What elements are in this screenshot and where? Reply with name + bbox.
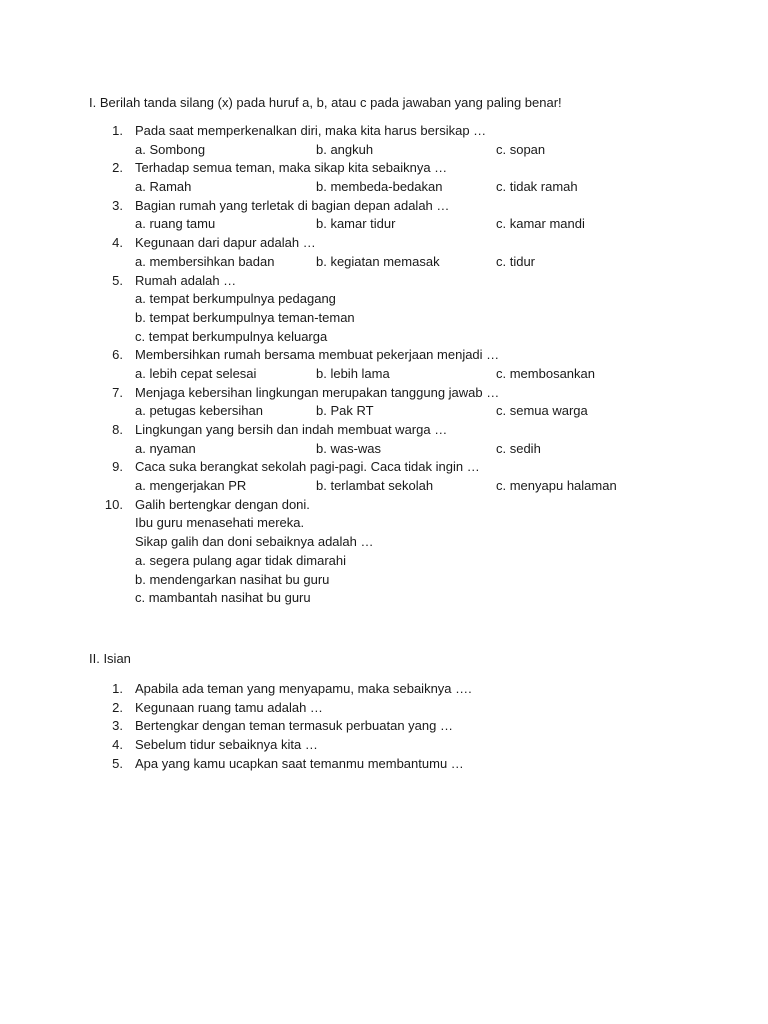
question-line — [0, 122, 768, 141]
question-line — [0, 346, 768, 365]
options-row — [0, 477, 768, 496]
option-c: c. sopan — [496, 141, 546, 157]
question-item — [0, 384, 768, 421]
option-c: c. kamar mandi — [496, 216, 585, 232]
section-1-title: I. Berilah tanda silang (x) pada huruf a, b, atau c pada jawaban yang paling benar! — [89, 95, 562, 110]
question-number: 4. — [112, 737, 123, 753]
option-b: b. lebih lama — [316, 365, 390, 381]
question-text: Kegunaan ruang tamu adalah … — [135, 699, 323, 715]
option-b: b. was-was — [316, 440, 382, 456]
option-b: b. angkuh — [316, 141, 374, 157]
option-b: b. kamar tidur — [316, 216, 396, 232]
question-number: 2. — [112, 160, 123, 176]
question-number: 7. — [112, 384, 123, 400]
question-text: Menjaga kebersihan lingkungan merupakan tanggung jawab … — [135, 384, 500, 400]
option-a: a. Sombong — [135, 141, 206, 157]
question-text: Caca suka berangkat sekolah pagi-pagi. Caca tidak ingin … — [135, 459, 480, 475]
options-row — [0, 178, 768, 197]
question-number: 2. — [112, 699, 123, 715]
question-text: Bertengkar dengan teman termasuk perbuatan yang … — [135, 718, 453, 734]
options-row — [0, 141, 768, 160]
option-c: c. sedih — [496, 440, 541, 456]
question-number: 1. — [112, 681, 123, 696]
fill-in-item — [0, 699, 768, 718]
question-number: 3. — [112, 197, 123, 213]
question-number: 8. — [112, 422, 123, 437]
option-a: a. Ramah — [135, 179, 192, 195]
question-item — [0, 458, 768, 495]
option-c: c. tidak ramah — [496, 179, 578, 195]
question-line — [0, 514, 768, 533]
question-text: Apa yang kamu ucapkan saat temanmu membantumu … — [135, 755, 464, 771]
option-b: b. Pak RT — [316, 403, 374, 419]
question-line — [0, 384, 768, 403]
question-text: Sebelum tidur sebaiknya kita … — [135, 737, 318, 753]
question-number: 10. — [104, 496, 123, 512]
option-b: b. terlambat sekolah — [316, 478, 434, 494]
question-line — [0, 533, 768, 552]
question-line — [0, 421, 768, 440]
question-text: Rumah adalah … — [135, 272, 237, 288]
question-text: Apabila ada teman yang menyapamu, maka sebaiknya …. — [135, 681, 472, 696]
question-item — [0, 122, 768, 159]
fill-in-item — [0, 736, 768, 755]
question-item — [0, 421, 768, 458]
option-a: a. petugas kebersihan — [135, 403, 263, 419]
question-line — [0, 272, 768, 291]
question-text: Bagian rumah yang terletak di bagian depan adalah … — [135, 197, 450, 213]
options-row — [0, 253, 768, 272]
options-row — [0, 440, 768, 459]
question-text: Sikap galih dan doni sebaiknya adalah … — [135, 534, 374, 550]
option-a: a. lebih cepat selesai — [135, 365, 257, 381]
option-a: a. tempat berkumpulnya pedagang — [135, 291, 336, 307]
option-c: c. tempat berkumpulnya keluarga — [135, 328, 328, 344]
option-b: b. membeda-bedakan — [316, 179, 443, 195]
option-row — [0, 328, 768, 347]
question-text: Membersihkan rumah bersama membuat pekerjaan menjadi … — [135, 347, 500, 363]
question-line — [0, 159, 768, 178]
fill-in-list — [0, 680, 768, 773]
options-row — [0, 402, 768, 421]
question-item — [0, 346, 768, 383]
fill-in-item — [0, 680, 768, 699]
options-row — [0, 365, 768, 384]
option-a: a. nyaman — [135, 440, 196, 456]
question-number: 6. — [112, 347, 123, 363]
question-text: Galih bertengkar dengan doni. — [135, 496, 310, 512]
option-b: b. kegiatan memasak — [316, 253, 440, 269]
option-c: c. membosankan — [496, 365, 595, 381]
option-a: a. mengerjakan PR — [135, 478, 247, 494]
question-text: Kegunaan dari dapur adalah … — [135, 235, 316, 251]
question-item — [0, 159, 768, 196]
question-number: 3. — [112, 718, 123, 734]
question-line — [0, 197, 768, 216]
option-c: c. menyapu halaman — [496, 478, 617, 494]
option-row — [0, 571, 768, 590]
question-number: 1. — [112, 123, 123, 138]
section-2-title: II. Isian — [89, 651, 131, 666]
option-c: c. semua warga — [496, 403, 588, 419]
question-text: Pada saat memperkenalkan diri, maka kita harus bersikap … — [135, 123, 487, 138]
fill-in-item — [0, 755, 768, 774]
question-number: 5. — [112, 755, 123, 771]
option-a: a. ruang tamu — [135, 216, 216, 232]
question-item — [0, 234, 768, 271]
option-a: a. segera pulang agar tidak dimarahi — [135, 552, 347, 568]
fill-in-item — [0, 717, 768, 736]
question-item — [0, 272, 768, 347]
multiple-choice-list — [0, 122, 768, 608]
question-number: 4. — [112, 235, 123, 251]
question-text: Terhadap semua teman, maka sikap kita sebaiknya … — [135, 160, 448, 176]
question-line — [0, 458, 768, 477]
option-b: b. mendengarkan nasihat bu guru — [135, 571, 330, 587]
question-number: 9. — [112, 459, 123, 475]
question-number: 5. — [112, 272, 123, 288]
option-a: a. membersihkan badan — [135, 253, 275, 269]
option-row — [0, 290, 768, 309]
option-b: b. tempat berkumpulnya teman-teman — [135, 309, 355, 325]
option-row — [0, 309, 768, 328]
option-c: c. tidur — [496, 253, 536, 269]
option-c: c. mambantah nasihat bu guru — [135, 590, 311, 606]
question-text: Ibu guru menasehati mereka. — [135, 515, 305, 531]
question-item — [0, 197, 768, 234]
option-row — [0, 589, 768, 608]
question-line — [0, 496, 768, 515]
options-row — [0, 215, 768, 234]
option-row — [0, 552, 768, 571]
question-text: Lingkungan yang bersih dan indah membuat warga … — [135, 422, 448, 437]
question-line — [0, 234, 768, 253]
question-item — [0, 496, 768, 608]
